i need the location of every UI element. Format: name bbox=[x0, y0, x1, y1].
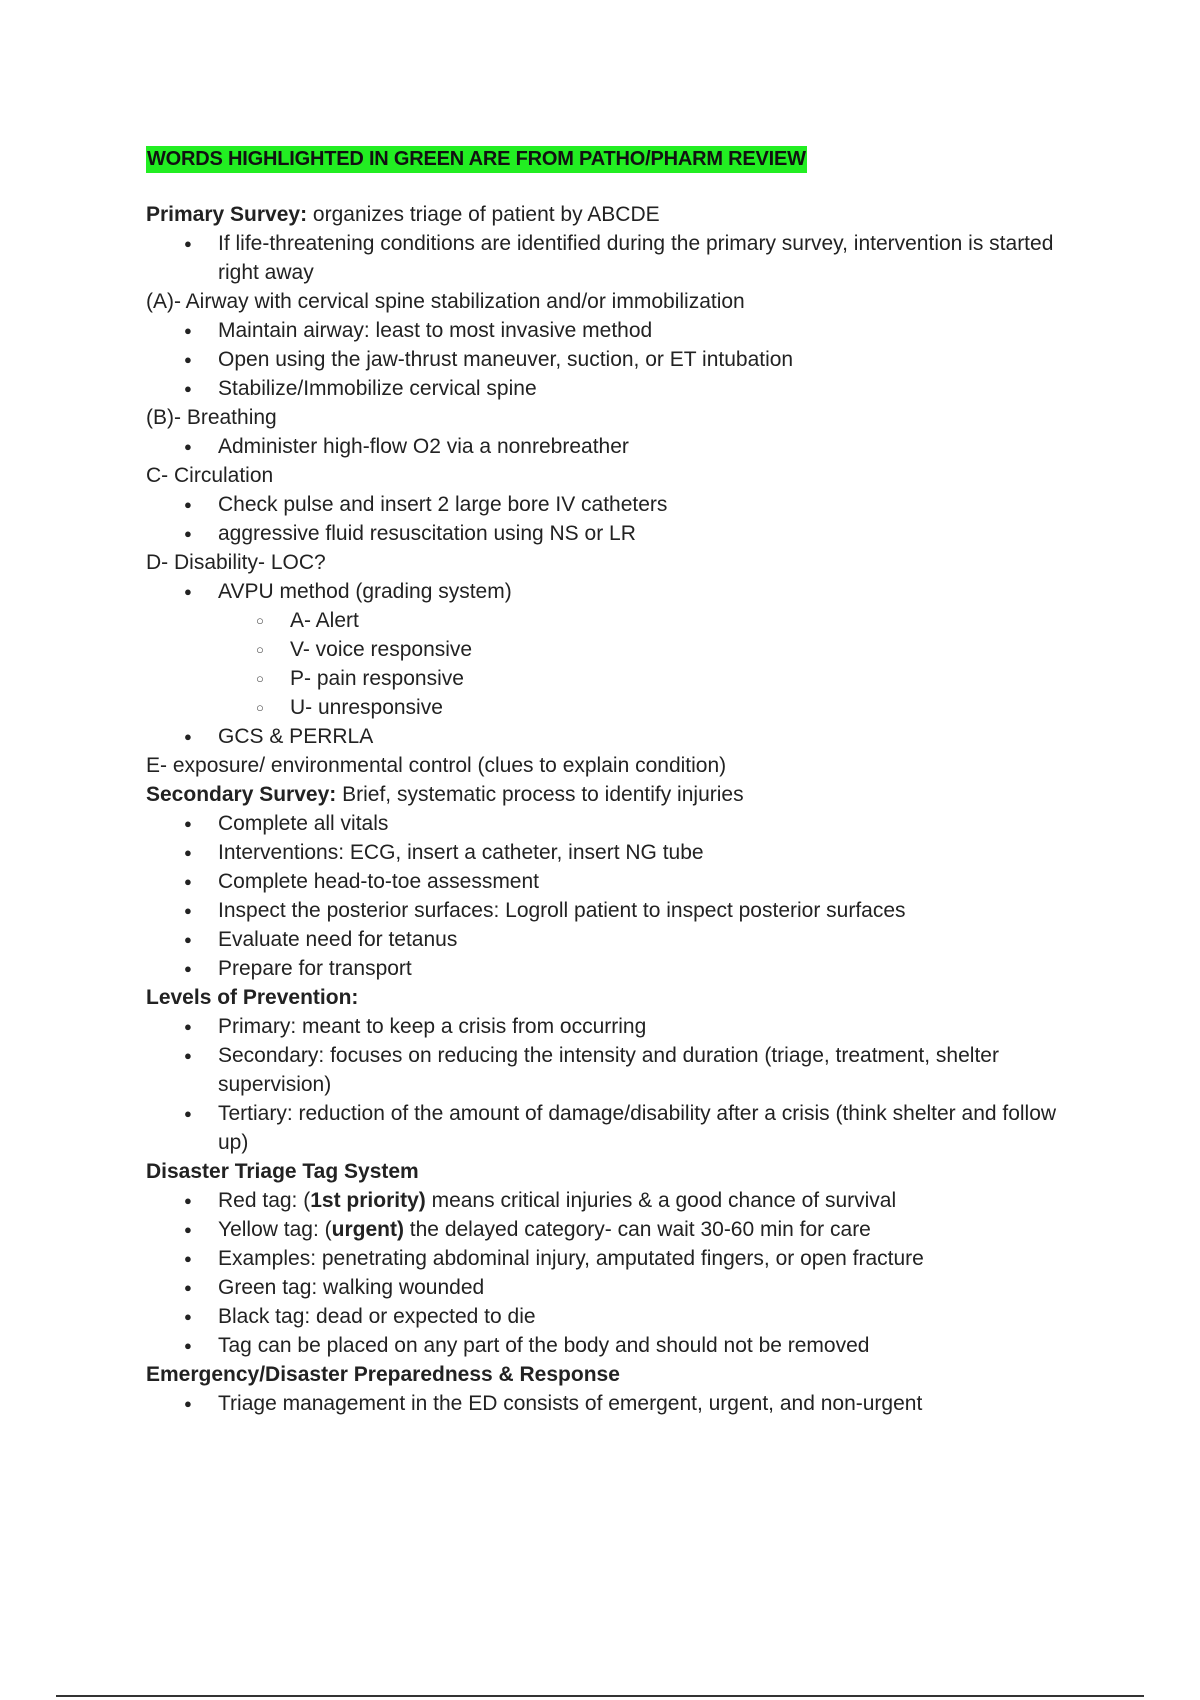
disability-bullets bbox=[146, 577, 1076, 751]
list-item: ● aggressive fluid resuscitation using NS or LR bbox=[146, 519, 1076, 548]
breathing-bullets bbox=[146, 432, 1076, 461]
primary-survey-line bbox=[146, 200, 1076, 229]
prevention-bullets bbox=[146, 1012, 1076, 1157]
exposure-heading: E- exposure/ environmental control (clues to explain condition) bbox=[146, 754, 727, 777]
list-item: ● Administer high-flow O2 via a nonrebreather bbox=[146, 432, 1076, 461]
list-item: ● GCS & PERRLA bbox=[146, 722, 1076, 751]
green-highlight-banner: WORDS HIGHLIGHTED IN GREEN ARE FROM PATHO/PHARM REVIEW bbox=[146, 146, 807, 173]
breathing-heading: (B)- Breathing bbox=[146, 406, 277, 429]
secondary-survey-heading: Secondary Survey: bbox=[146, 783, 337, 806]
primary-survey-intro: organizes triage of patient by ABCDE bbox=[307, 203, 660, 226]
yellow-tag-description: the delayed category- can wait 30-60 min for care bbox=[403, 1218, 871, 1241]
emergency-heading: Emergency/Disaster Preparedness & Response bbox=[146, 1363, 620, 1386]
list-item bbox=[146, 577, 1076, 722]
airway-bullets bbox=[146, 316, 1076, 403]
sublist-item: ○ V- voice responsive bbox=[218, 635, 1076, 664]
list-item-yellow-tag bbox=[146, 1215, 1076, 1244]
list-item: ● Examples: penetrating abdominal injury, amputated fingers, or open fracture bbox=[146, 1244, 1076, 1273]
list-item: ● Triage management in the ED consists of emergent, urgent, and non-urgent bbox=[146, 1389, 1076, 1418]
triage-heading: Disaster Triage Tag System bbox=[146, 1160, 419, 1183]
sublist-item: ○ P- pain responsive bbox=[218, 664, 1076, 693]
list-item: ● Complete head-to-toe assessment bbox=[146, 867, 1076, 896]
sublist-item: ○ A- Alert bbox=[218, 606, 1076, 635]
triage-bullets bbox=[146, 1186, 1076, 1360]
avpu-label: AVPU method (grading system) bbox=[218, 580, 512, 603]
list-item: ● Tertiary: reduction of the amount of damage/disability after a crisis (think shelter and follow up) bbox=[146, 1099, 1076, 1157]
red-tag-priority: 1st priority) bbox=[310, 1189, 426, 1212]
list-item: ● Open using the jaw-thrust maneuver, suction, or ET intubation bbox=[146, 345, 1076, 374]
secondary-survey-bullets bbox=[146, 809, 1076, 983]
list-item: ● Black tag: dead or expected to die bbox=[146, 1302, 1076, 1331]
list-item: ● If life-threatening conditions are identified during the primary survey, intervention is started right away bbox=[146, 229, 1076, 287]
list-item: ● Primary: meant to keep a crisis from occurring bbox=[146, 1012, 1076, 1041]
document-page bbox=[146, 144, 1076, 1418]
circulation-heading: C- Circulation bbox=[146, 464, 274, 487]
list-item: ● Tag can be placed on any part of the body and should not be removed bbox=[146, 1331, 1076, 1360]
yellow-tag-prefix: Yellow tag: ( bbox=[218, 1218, 332, 1241]
list-item: ● Prepare for transport bbox=[146, 954, 1076, 983]
secondary-survey-line bbox=[146, 780, 1076, 809]
banner-row bbox=[146, 144, 1076, 173]
avpu-sublist bbox=[218, 606, 1076, 722]
red-tag-prefix: Red tag: ( bbox=[218, 1189, 311, 1212]
list-item: ● Stabilize/Immobilize cervical spine bbox=[146, 374, 1076, 403]
emergency-bullets bbox=[146, 1389, 1076, 1418]
airway-heading: (A)- Airway with cervical spine stabilization and/or immobilization bbox=[146, 290, 745, 313]
circulation-bullets bbox=[146, 490, 1076, 548]
list-item-red-tag bbox=[146, 1186, 1076, 1215]
prevention-heading: Levels of Prevention: bbox=[146, 986, 359, 1009]
primary-survey-bullets bbox=[146, 229, 1076, 287]
sublist-item: ○ U- unresponsive bbox=[218, 693, 1076, 722]
list-item: ● Maintain airway: least to most invasive method bbox=[146, 316, 1076, 345]
list-item: ● Interventions: ECG, insert a catheter, insert NG tube bbox=[146, 838, 1076, 867]
list-item: ● Evaluate need for tetanus bbox=[146, 925, 1076, 954]
list-item: ● Inspect the posterior surfaces: Logroll patient to inspect posterior surfaces bbox=[146, 896, 1076, 925]
page-bottom-divider bbox=[56, 1695, 1144, 1697]
red-tag-description: means critical injuries & a good chance of survival bbox=[425, 1189, 897, 1212]
list-item: ● Green tag: walking wounded bbox=[146, 1273, 1076, 1302]
yellow-tag-priority: urgent) bbox=[331, 1218, 404, 1241]
secondary-survey-intro: Brief, systematic process to identify injuries bbox=[336, 783, 744, 806]
list-item: ● Complete all vitals bbox=[146, 809, 1076, 838]
list-item: ● Secondary: focuses on reducing the intensity and duration (triage, treatment, shelter supervision) bbox=[146, 1041, 1076, 1099]
disability-heading: D- Disability- LOC? bbox=[146, 551, 326, 574]
primary-survey-heading: Primary Survey: bbox=[146, 203, 308, 226]
list-item: ● Check pulse and insert 2 large bore IV catheters bbox=[146, 490, 1076, 519]
